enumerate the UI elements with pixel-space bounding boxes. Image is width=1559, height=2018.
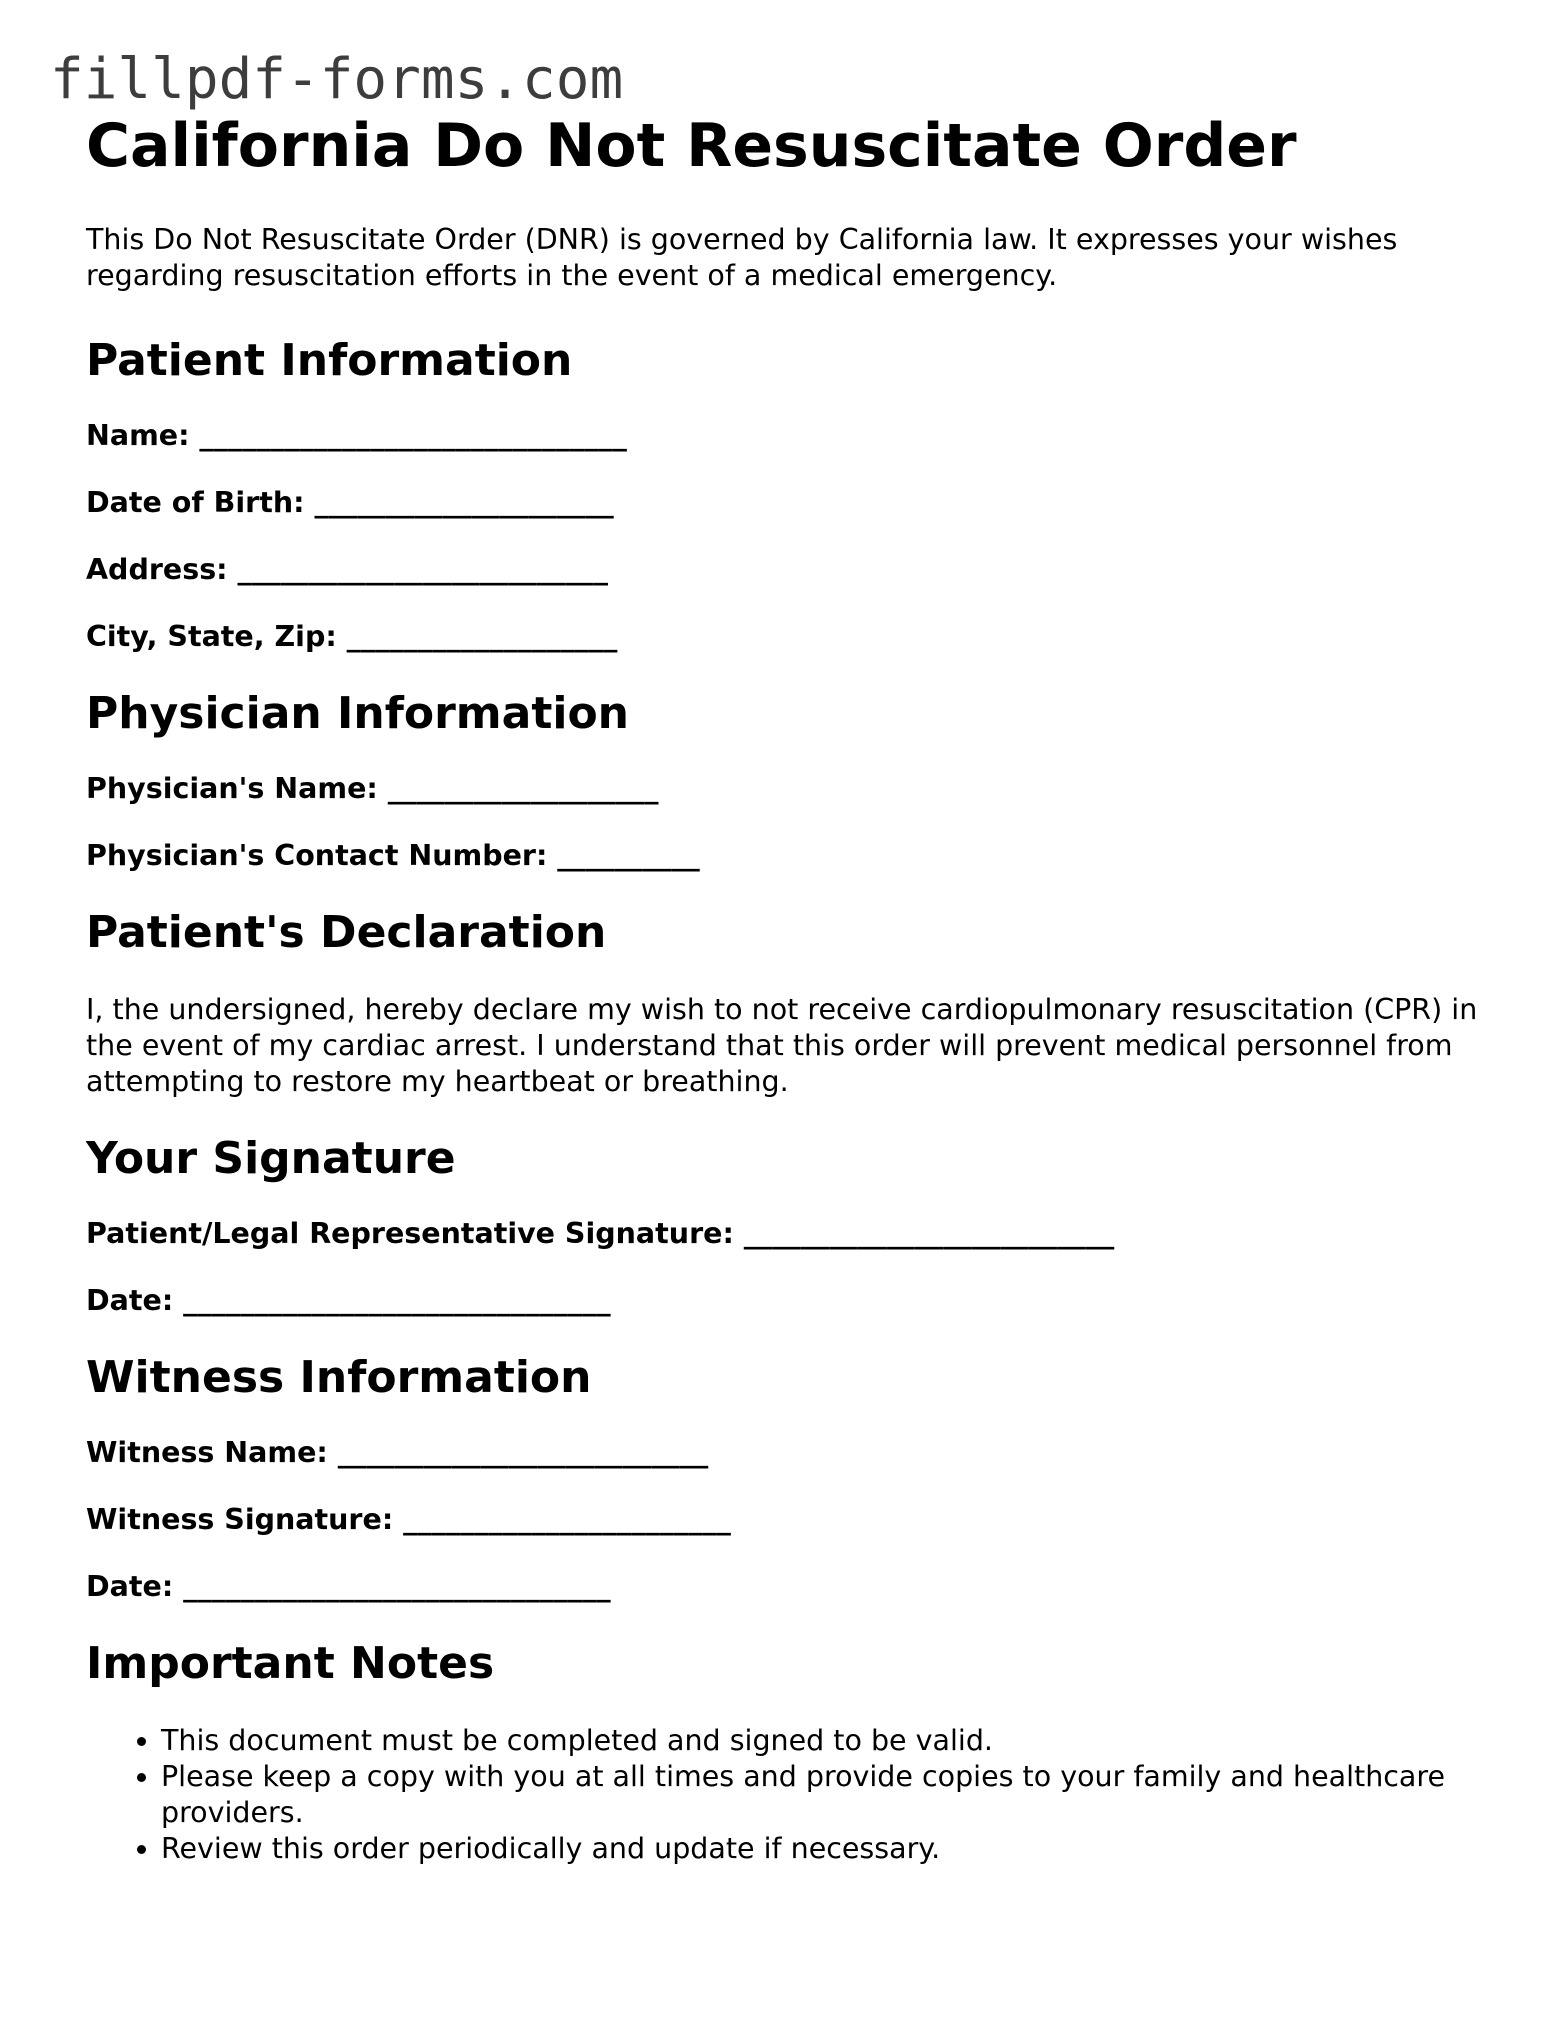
witness-info-heading: Witness Information — [86, 1352, 592, 1403]
declaration-text: I, the undersigned, hereby declare my wish to not receive cardiopulmonary resuscitation (CPR) in the event of my cardiac arrest. I understand that this order will prevent medical personnel from attempting to restore my heartbeat or breathing. — [86, 993, 1478, 1098]
list-item: • Please keep a copy with you at all times and provide copies to your family and healthcare providers. — [161, 1759, 1486, 1831]
page-title: California Do Not Resuscitate Order — [86, 111, 1297, 181]
witness-date-field[interactable]: Date: ______________________________ — [86, 1570, 611, 1603]
physician-info-heading: Physician Information — [86, 688, 629, 739]
signature-date-field[interactable]: Date: ______________________________ — [86, 1284, 611, 1317]
address-field[interactable]: Address: __________________________ — [86, 553, 608, 586]
witness-signature-field[interactable]: Witness Signature: _______________________ — [86, 1503, 731, 1536]
intro-text: This Do Not Resuscitate Order (DNR) is governed by California law. It expresses your wishes regarding resuscitation efforts in the event of a medical emergency. — [86, 223, 1398, 292]
watermark: fillpdf-forms.com — [50, 47, 624, 112]
witness-name-field[interactable]: Witness Name: __________________________ — [86, 1436, 709, 1469]
notes-heading: Important Notes — [86, 1638, 495, 1689]
patient-signature-field[interactable]: Patient/Legal Representative Signature: __________________________ — [86, 1217, 1115, 1250]
list-item: • This document must be completed and signed to be valid. — [161, 1723, 1486, 1759]
notes-list — [86, 1723, 1486, 1867]
physician-contact-field[interactable]: Physician's Contact Number: __________ — [86, 839, 700, 872]
document-body — [86, 110, 1486, 1867]
list-item: • Review this order periodically and update if necessary. — [161, 1831, 1486, 1867]
signature-heading: Your Signature — [86, 1133, 456, 1184]
patient-name-field[interactable]: Name: ______________________________ — [86, 419, 627, 452]
physician-name-field[interactable]: Physician's Name: ___________________ — [86, 772, 659, 805]
date-of-birth-field[interactable]: Date of Birth: _____________________ — [86, 486, 614, 519]
city-state-zip-field[interactable]: City, State, Zip: ___________________ — [86, 620, 618, 653]
declaration-heading: Patient's Declaration — [86, 907, 607, 958]
patient-info-heading: Patient Information — [86, 335, 573, 386]
